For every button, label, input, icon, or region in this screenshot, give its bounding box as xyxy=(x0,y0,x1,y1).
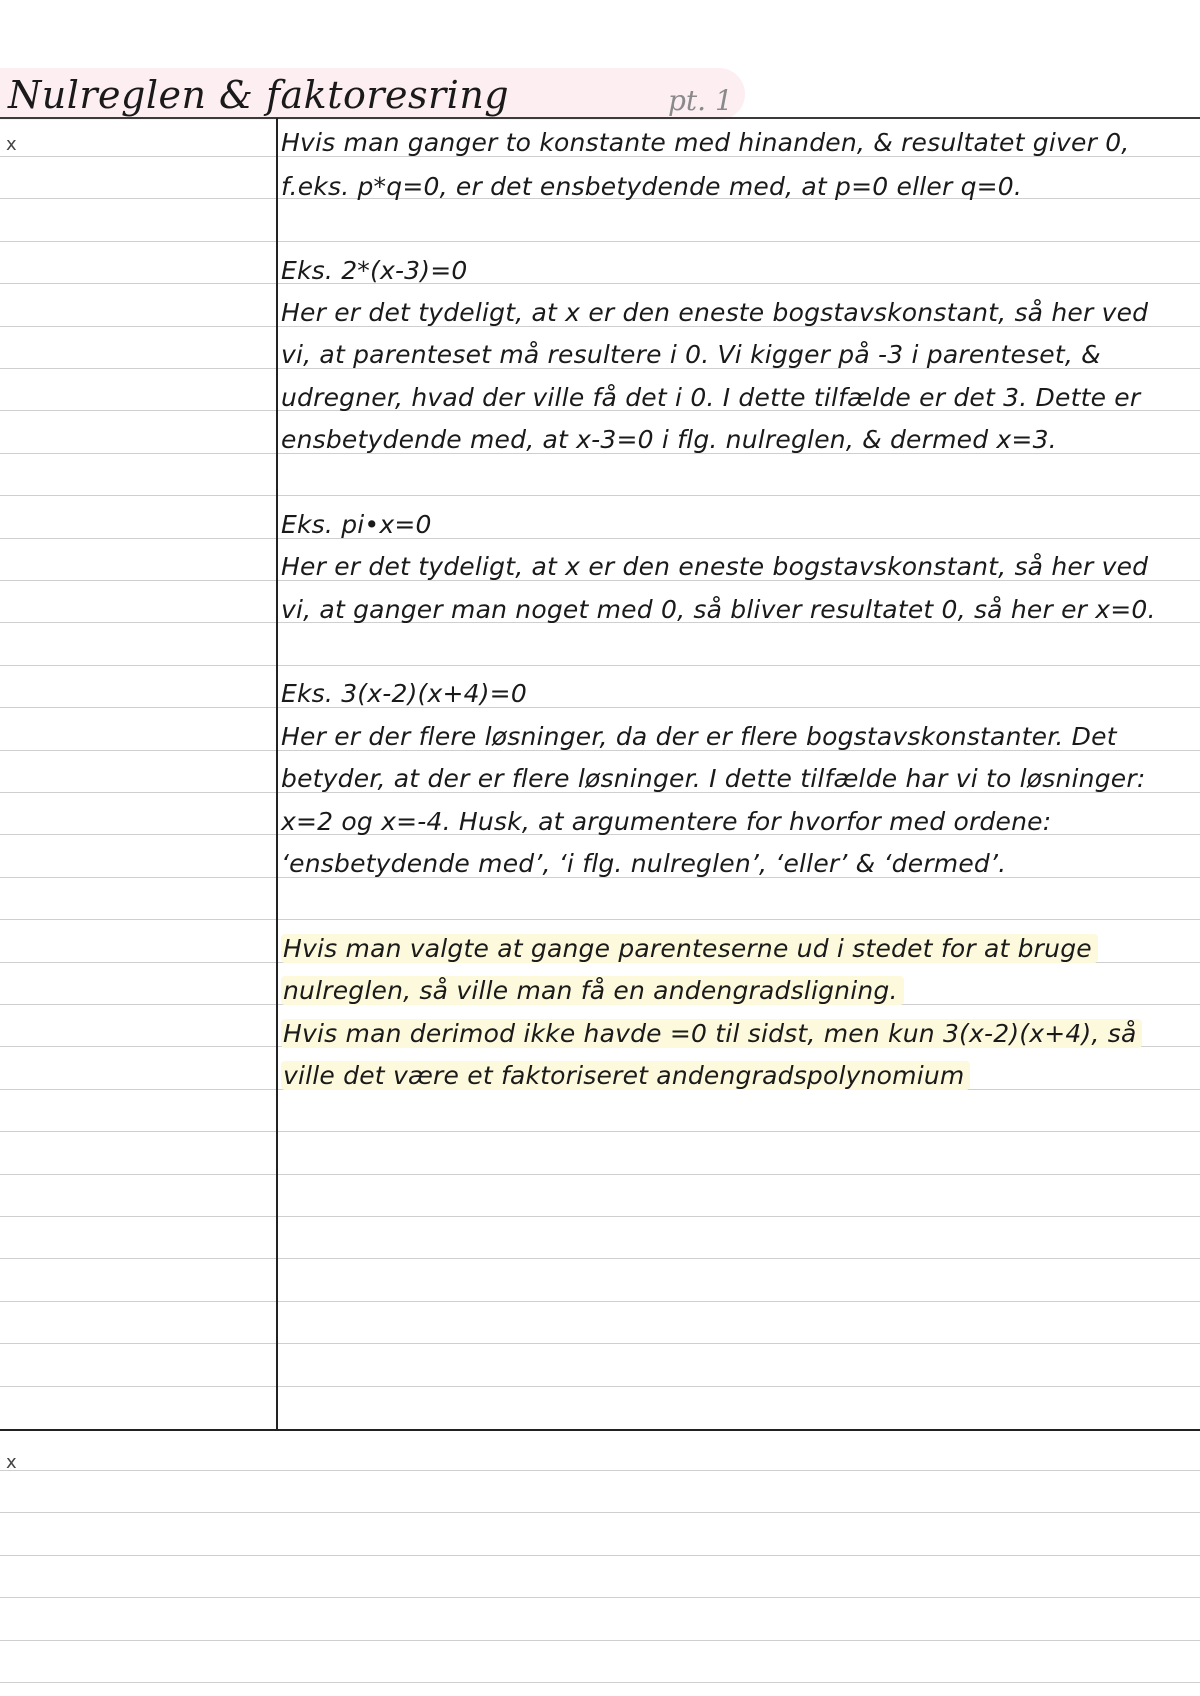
ruled-line xyxy=(0,495,1200,496)
cue-mark-top: x xyxy=(6,134,17,155)
note-line xyxy=(281,292,1148,334)
note-line xyxy=(281,928,1098,970)
note-line xyxy=(281,970,904,1012)
note-text-highlighted: Hvis man valgte at gange parenteserne ud i stedet for at bruge xyxy=(281,934,1098,963)
summary-section-rule xyxy=(0,1429,1200,1431)
ruled-line xyxy=(0,1343,1200,1344)
note-text-highlighted: nulreglen, så ville man få en andengradsligning. xyxy=(281,976,904,1005)
note-text: Hvis man ganger to konstante med hinanden, & resultatet giver 0, xyxy=(281,128,1130,157)
ruled-line xyxy=(0,1258,1200,1259)
ruled-line xyxy=(0,1597,1200,1598)
note-line xyxy=(281,546,1148,588)
ruled-line xyxy=(0,1512,1200,1513)
note-text-highlighted: ville det være et faktoriseret andengradspolynomium xyxy=(281,1061,970,1090)
note-line xyxy=(281,673,527,715)
ruled-line xyxy=(0,707,1200,708)
note-line xyxy=(281,843,1006,885)
ruled-line xyxy=(0,919,1200,920)
note-text: ‘ensbetydende med’, ‘i flg. nulreglen’, ‘eller’ & ‘dermed’. xyxy=(281,849,1007,878)
ruled-line xyxy=(0,1301,1200,1302)
ruled-line xyxy=(0,1555,1200,1556)
ruled-line xyxy=(0,1470,1200,1471)
note-line xyxy=(281,1013,1142,1055)
note-text: ensbetydende med, at x-3=0 i flg. nulreglen, & dermed x=3. xyxy=(281,425,1057,454)
ruled-line xyxy=(0,1386,1200,1387)
note-line xyxy=(281,250,467,292)
note-line xyxy=(281,334,1101,376)
ruled-line xyxy=(0,1682,1200,1683)
note-line xyxy=(281,419,1057,461)
note-line xyxy=(281,716,1117,758)
ruled-line xyxy=(0,1216,1200,1217)
ruled-line xyxy=(0,1640,1200,1641)
note-text: x=2 og x=-4. Husk, at argumentere for hvorfor med ordene: xyxy=(281,807,1052,836)
part-label: pt. 1 xyxy=(668,84,733,117)
cue-column-divider xyxy=(276,118,278,1430)
note-text: Eks. 3(x-2)(x+4)=0 xyxy=(281,679,527,708)
note-text: Her er der flere løsninger, da der er flere bogstavskonstanter. Det xyxy=(281,722,1117,751)
note-line xyxy=(281,801,1051,843)
note-text: Eks. 2*(x-3)=0 xyxy=(281,256,468,285)
ruled-line xyxy=(0,241,1200,242)
note-text: Her er det tydeligt, at x er den eneste bogstavskonstant, så her ved xyxy=(281,552,1149,581)
note-text: Eks. pi•x=0 xyxy=(281,510,432,539)
ruled-line xyxy=(0,538,1200,539)
cue-mark-summary: x xyxy=(6,1452,17,1473)
page-title: Nulreglen & faktoresring xyxy=(8,73,510,117)
note-line xyxy=(281,589,1156,631)
note-text: betyder, at der er flere løsninger. I dette tilfælde har vi to løsninger: xyxy=(281,764,1146,793)
ruled-line xyxy=(0,665,1200,666)
note-text: vi, at ganger man noget med 0, så bliver resultatet 0, så her er x=0. xyxy=(281,595,1156,624)
note-text: f.eks. p*q=0, er det ensbetydende med, at p=0 eller q=0. xyxy=(281,172,1023,201)
note-line xyxy=(281,1055,970,1097)
note-line xyxy=(281,122,1129,164)
note-line xyxy=(281,504,432,546)
note-line xyxy=(281,166,1022,208)
header-rule xyxy=(0,117,1200,119)
note-text-highlighted: Hvis man derimod ikke havde =0 til sidst, men kun 3(x-2)(x+4), så xyxy=(281,1019,1142,1048)
ruled-line xyxy=(0,1174,1200,1175)
ruled-line xyxy=(0,1131,1200,1132)
note-text: udregner, hvad der ville få det i 0. I dette tilfælde er det 3. Dette er xyxy=(281,383,1141,412)
note-text: Her er det tydeligt, at x er den eneste bogstavskonstant, så her ved xyxy=(281,298,1149,327)
ruled-line xyxy=(0,283,1200,284)
note-line xyxy=(281,758,1145,800)
note-text: vi, at parenteset må resultere i 0. Vi kigger på -3 i parenteset, & xyxy=(281,340,1101,369)
note-line xyxy=(281,377,1140,419)
